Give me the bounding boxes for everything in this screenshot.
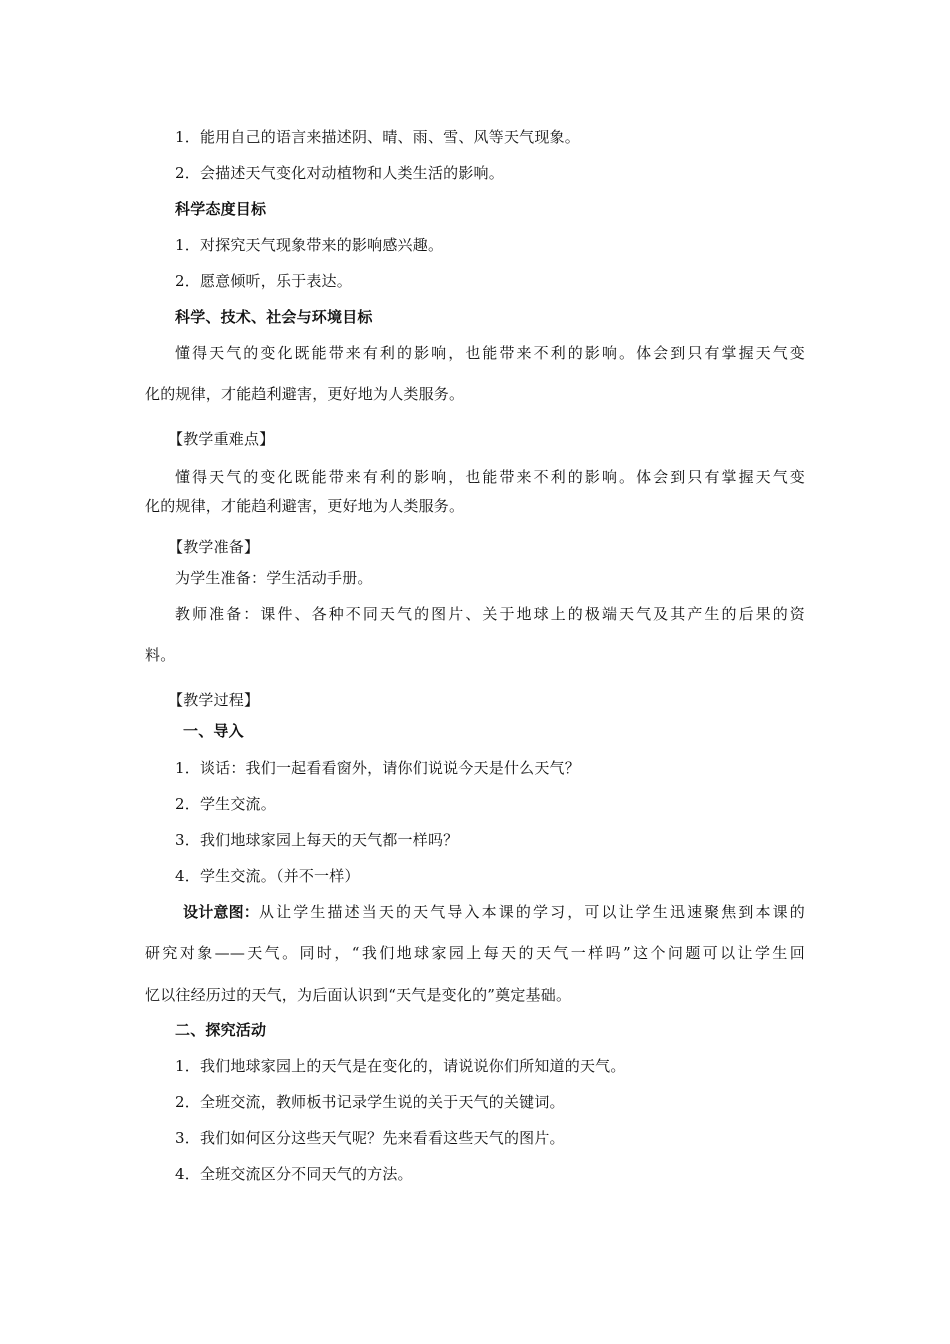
explore-item-1: 1．我们地球家园上的天气是在变化的，请说说你们所知道的天气。	[175, 1057, 626, 1075]
preparation-teacher-line-2: 料。	[145, 646, 176, 664]
preparation-heading: 【教学准备】	[168, 538, 260, 556]
knowledge-item-2: 2．会描述天气变化对动植物和人类生活的影响。	[175, 164, 504, 182]
key-points-heading: 【教学重难点】	[168, 430, 275, 448]
preparation-teacher-line-1: 教师准备：课件、各种不同天气的图片、关于地球上的极端天气及其产生的后果的资	[175, 605, 805, 623]
intro-item-2: 2．学生交流。	[175, 795, 276, 813]
key-points-line-2: 化的规律，才能趋利避害，更好地为人类服务。	[145, 497, 465, 515]
intro-item-1: 1．谈话：我们一起看看窗外，请你们说说今天是什么天气？	[175, 759, 580, 777]
stse-line-2: 化的规律，才能趋利避害，更好地为人类服务。	[145, 385, 465, 403]
stse-heading: 科学、技术、社会与环境目标	[175, 308, 373, 326]
design-intent-text-1: 从让学生描述当天的天气导入本课的学习，可以让学生迅速聚焦到本课的	[259, 903, 805, 921]
attitude-item-1: 1．对探究天气现象带来的影响感兴趣。	[175, 236, 444, 254]
knowledge-item-1: 1．能用自己的语言来描述阴、晴、雨、雪、风等天气现象。	[175, 128, 580, 146]
intro-heading: 一、导入	[183, 722, 244, 740]
stse-line-1: 懂得天气的变化既能带来有利的影响，也能带来不利的影响。体会到只有掌握天气变	[175, 344, 805, 362]
design-intent-label: 设计意图：	[183, 903, 260, 921]
preparation-student: 为学生准备：学生活动手册。	[175, 569, 373, 587]
design-intent-line-1	[183, 902, 805, 922]
intro-item-4: 4．学生交流。（并不一样）	[175, 867, 360, 885]
process-heading: 【教学过程】	[168, 691, 260, 709]
key-points-line-1: 懂得天气的变化既能带来有利的影响，也能带来不利的影响。体会到只有掌握天气变	[175, 468, 805, 486]
design-intent-line-3: 忆以往经历过的天气，为后面认识到“天气是变化的”奠定基础。	[145, 986, 572, 1004]
attitude-heading: 科学态度目标	[175, 200, 267, 218]
explore-item-2: 2．全班交流，教师板书记录学生说的关于天气的关键词。	[175, 1093, 565, 1111]
explore-item-3: 3．我们如何区分这些天气呢？先来看看这些天气的图片。	[175, 1129, 565, 1147]
explore-heading: 二、探究活动	[175, 1021, 267, 1039]
intro-item-3: 3．我们地球家园上每天的天气都一样吗？	[175, 831, 459, 849]
attitude-item-2: 2．愿意倾听，乐于表达。	[175, 272, 352, 290]
design-intent-line-2: 研究对象——天气。同时，“我们地球家园上每天的天气一样吗”这个问题可以让学生回	[145, 944, 805, 962]
explore-item-4: 4．全班交流区分不同天气的方法。	[175, 1165, 413, 1183]
